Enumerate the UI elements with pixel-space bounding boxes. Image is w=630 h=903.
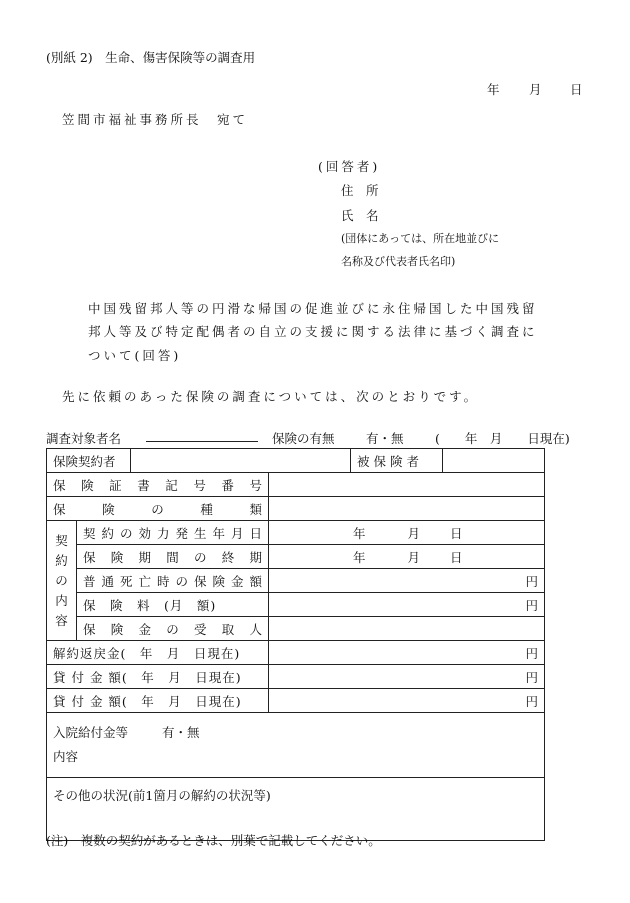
table-row — [47, 569, 545, 593]
premium-label: 保 険 料 (月 額) — [77, 593, 269, 617]
insurance-type-char: 種 — [200, 501, 213, 517]
certificate-number-label — [47, 473, 269, 497]
death-benefit-char: 金 — [231, 573, 244, 589]
year-label: 年 — [353, 549, 366, 565]
period-end-char: 終 — [221, 549, 235, 565]
certificate-number-char: 保 — [53, 477, 66, 493]
effective-date-label — [77, 521, 269, 545]
contract-content-label — [47, 521, 77, 641]
yen-unit: 円 — [525, 573, 539, 589]
effective-date-field[interactable] — [269, 521, 545, 545]
insurance-table — [46, 448, 545, 841]
contract-content-char: 内 — [55, 592, 68, 608]
address-label: 住 所 — [341, 183, 379, 198]
table-row — [47, 665, 545, 689]
beneficiary-char: 保 — [83, 621, 96, 637]
death-benefit-char: 険 — [212, 573, 226, 589]
effective-date-char: 生 — [194, 525, 207, 541]
beneficiary-char: 金 — [138, 621, 152, 637]
beneficiary-char: の — [166, 621, 179, 637]
contract-content-char: 容 — [55, 612, 68, 628]
certificate-number-char: 号 — [249, 477, 262, 493]
period-end-char: 間 — [166, 549, 179, 565]
name-label: 氏 名 — [341, 208, 379, 223]
contract-content-char: 契 — [55, 532, 68, 548]
hospital-benefit-value[interactable]: 有・無 — [162, 725, 200, 740]
period-end-char: 期 — [138, 549, 152, 565]
insured-field[interactable] — [443, 449, 545, 473]
beneficiary-char: 取 — [221, 621, 235, 637]
table-row — [47, 713, 545, 778]
insurance-type-field[interactable] — [269, 497, 545, 521]
death-benefit-field[interactable] — [269, 569, 545, 593]
loan-amount-1-field[interactable] — [269, 665, 545, 689]
death-benefit-char: 死 — [120, 573, 133, 589]
effective-date-char: 年 — [212, 525, 226, 541]
subject-line3: ついて(回答) — [88, 348, 182, 363]
addressee: 笠間市福祉事務所長 宛て — [62, 112, 249, 127]
death-benefit-char: 額 — [249, 573, 263, 589]
premium-field[interactable] — [269, 593, 545, 617]
respondent-note-line1: (団体にあっては、所在地並びに — [341, 232, 500, 245]
beneficiary-field[interactable] — [269, 617, 545, 641]
table-row — [47, 545, 545, 569]
date-day: 日 — [570, 82, 583, 97]
yen-unit: 円 — [525, 693, 539, 709]
loan-amount-2-label: 貸 付 金 額( 年 月 日現在) — [47, 689, 269, 713]
death-benefit-label — [77, 569, 269, 593]
hospital-benefit-cell[interactable] — [47, 713, 545, 778]
surrender-value-field[interactable] — [269, 641, 545, 665]
footnote: (注) 複数の契約があるときは、別葉で記載してください。 — [46, 833, 381, 848]
loan-amount-2-field[interactable] — [269, 689, 545, 713]
table-row — [47, 497, 545, 521]
respondent-title: (回答者) — [318, 159, 381, 174]
subject-line2: 邦人等及び特定配偶者の自立の支援に関する法律に基づく調査に — [88, 324, 538, 339]
content-label: 内容 — [53, 749, 79, 764]
month-label: 月 — [407, 549, 421, 565]
effective-date-char: の — [120, 525, 133, 541]
beneficiary-char: 険 — [110, 621, 124, 637]
insurance-type-char: の — [151, 501, 164, 517]
effective-date-char: 発 — [175, 525, 189, 541]
target-label: 調査対象者名 — [46, 431, 122, 446]
period-end-field[interactable] — [269, 545, 545, 569]
year-label: 年 — [353, 525, 366, 541]
policyholder-field[interactable] — [131, 449, 351, 473]
insurance-value[interactable]: 有・無 — [366, 431, 404, 446]
effective-date-char: 月 — [231, 525, 244, 541]
insurance-label: 保険の有無 — [272, 431, 335, 446]
table-row — [47, 593, 545, 617]
yen-unit: 円 — [525, 645, 539, 661]
certificate-number-char: 険 — [81, 477, 94, 493]
date-year: 年 — [487, 82, 500, 97]
respondent-note-line2: 名称及び代表者氏名印) — [341, 255, 456, 268]
effective-date-char: 効 — [138, 525, 152, 541]
surrender-value-label: 解約返戻金( 年 月 日現在) — [47, 641, 269, 665]
insurance-type-char: 類 — [249, 501, 263, 517]
table-row — [47, 617, 545, 641]
subject-line1: 中国残留邦人等の円滑な帰国の促進並びに永住帰国した中国残留 — [88, 301, 538, 316]
attachment-title: (別紙 2) 生命、傷害保険等の調査用 — [46, 50, 256, 65]
period-end-char: 保 — [83, 549, 96, 565]
intro-text: 先に依頼のあった保険の調査については、次のとおりです。 — [62, 389, 480, 404]
period-end-char: 期 — [249, 549, 263, 565]
death-benefit-char: 通 — [101, 573, 115, 589]
effective-date-char: 契 — [83, 525, 96, 541]
loan-amount-1-label: 貸 付 金 額( 年 月 日現在) — [47, 665, 269, 689]
certificate-number-char: 号 — [193, 477, 206, 493]
day-label: 日 — [450, 525, 463, 541]
death-benefit-char: 普 — [83, 573, 96, 589]
table-row — [47, 689, 545, 713]
death-benefit-char: の — [175, 573, 189, 589]
yen-unit: 円 — [525, 669, 539, 685]
contract-content-char: の — [55, 572, 68, 588]
other-status-label: その他の状況(前1箇月の解約の状況等) — [53, 788, 271, 803]
asof-date: ( 年 月 日現在) — [435, 431, 570, 446]
certificate-number-field[interactable] — [269, 473, 545, 497]
yen-unit: 円 — [525, 597, 539, 613]
policyholder-label: 保険契約者 — [47, 449, 131, 473]
effective-date-char: 日 — [249, 525, 263, 541]
period-end-char: 険 — [110, 549, 124, 565]
effective-date-char: 約 — [101, 525, 115, 541]
contract-content-char: 約 — [55, 552, 68, 568]
table-row — [47, 641, 545, 665]
month-label: 月 — [407, 525, 421, 541]
certificate-number-char: 書 — [137, 477, 150, 493]
beneficiary-char: 人 — [249, 621, 263, 637]
hospital-benefit-label: 入院給付金等 — [53, 725, 129, 740]
insured-label: 被保険者 — [351, 449, 443, 473]
day-label: 日 — [450, 549, 463, 565]
death-benefit-char: 保 — [194, 573, 207, 589]
period-end-label — [77, 545, 269, 569]
beneficiary-label — [77, 617, 269, 641]
insurance-type-label — [47, 497, 269, 521]
date-month: 月 — [529, 82, 542, 97]
beneficiary-char: 受 — [194, 621, 207, 637]
certificate-number-char: 証 — [109, 477, 122, 493]
table-row — [47, 473, 545, 497]
period-end-char: の — [194, 549, 207, 565]
target-name-field[interactable] — [146, 441, 258, 442]
insurance-type-char: 険 — [102, 501, 115, 517]
effective-date-char: 力 — [157, 525, 170, 541]
certificate-number-char: 番 — [221, 477, 234, 493]
certificate-number-char: 記 — [165, 477, 178, 493]
table-row — [47, 449, 545, 473]
insurance-type-char: 保 — [53, 501, 66, 517]
death-benefit-char: 亡 — [138, 573, 152, 589]
table-row — [47, 521, 545, 545]
death-benefit-char: 時 — [157, 573, 170, 589]
